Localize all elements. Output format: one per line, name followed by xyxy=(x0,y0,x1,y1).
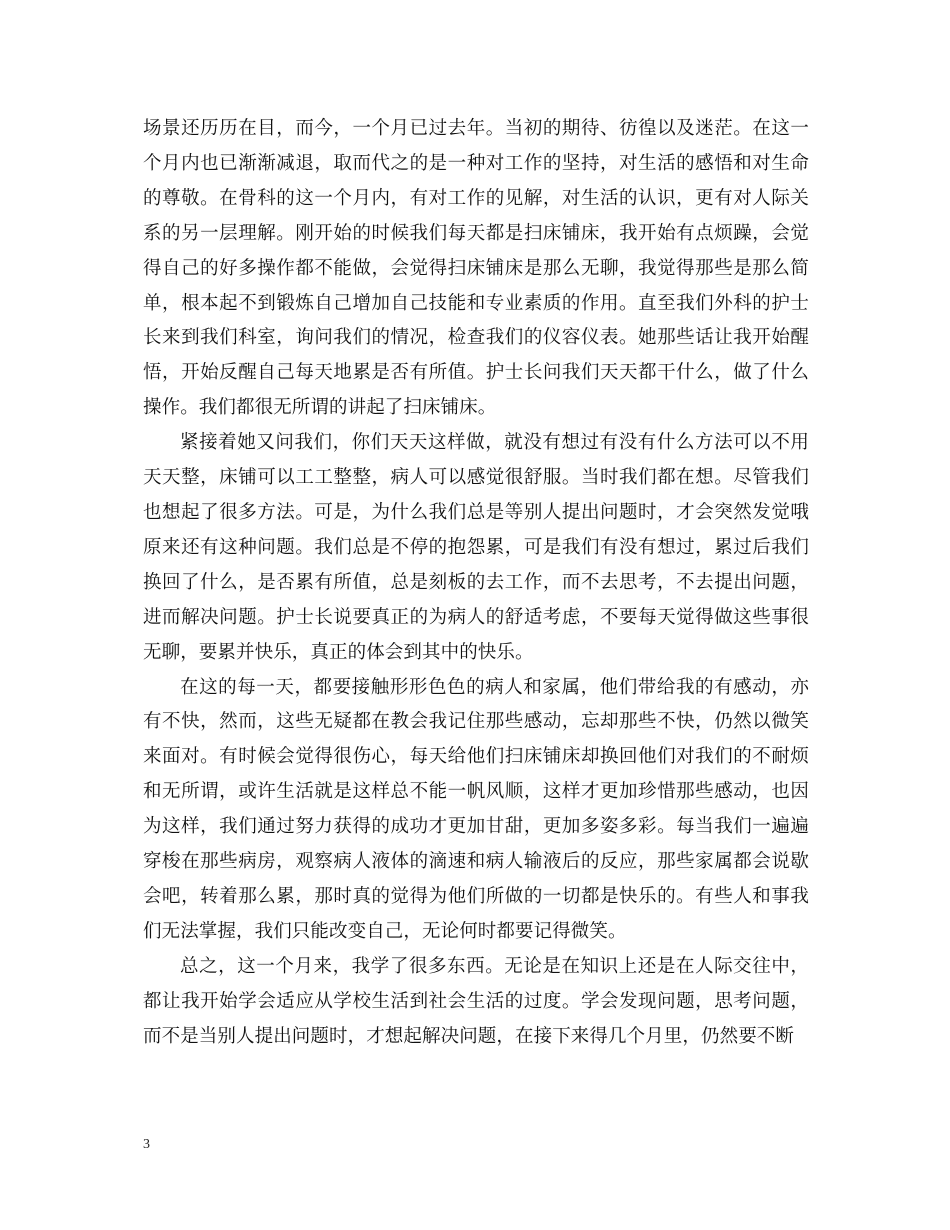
paragraph-1: 场景还历历在目，而今，一个月已过去年。当初的期待、彷徨以及迷茫。在这一个月内也已渐渐减退，取而代之的是一种对工作的坚持，对生活的感悟和对生命的尊敬。在骨科的这一个月内，有对工作的见解，对生活的认识，更有对人际关系的另一层理解。刚开始的时候我们每天都是扫床铺床，我开始有点烦躁，会觉得自己的好多操作都不能做，会觉得扫床铺床是那么无聊，我觉得那些是那么简单，根本起不到锻炼自己增加自己技能和专业素质的作用。直至我们外科的护士长来到我们科室，询问我们的情况，检查我们的仪容仪表。她那些话让我开始醒悟，开始反醒自己每天地累是否有所值。护士长问我们天天都干什么，做了什么操作。我们都很无所谓的讲起了扫床铺床。 xyxy=(143,118,809,419)
body-text xyxy=(143,112,809,1054)
paragraph-3: 在这的每一天，都要接触形形色色的病人和家属，他们带给我的有感动，亦有不快，然而，这些无疑都在教会我记住那些感动，忘却那些不快，仍然以微笑来面对。有时候会觉得很伤心，每天给他们扫床铺床却换回他们对我们的不耐烦和无所谓，或许生活就是这样总不能一帆风顺，这样才更加珍惜那些感动，也因为这样，我们通过努力获得的成功才更加甘甜，更加多姿多彩。每当我们一遍遍穿梭在那些病房，观察病人液体的滴速和病人输液后的反应，那些家属都会说歇会吧，转着那么累，那时真的觉得为他们所做的一切都是快乐的。有些人和事我们无法掌握，我们只能改变自己，无论何时都要记得微笑。 xyxy=(143,676,809,942)
paragraph-4: 总之，这一个月来，我学了很多东西。无论是在知识上还是在人际交往中，都让我开始学会适应从学校生活到社会生活的过度。学会发现问题，思考问题，而不是当别人提出问题时，才想起解决问题，在接下来得几个月里，仍然要不断 xyxy=(143,955,809,1047)
page-number: 3 xyxy=(143,1137,150,1152)
paragraph-2: 紧接着她又问我们，你们天天这样做，就没有想过有没有什么方法可以不用天天整，床铺可以工工整整，病人可以感觉很舒服。当时我们都在想。尽管我们也想起了很多方法。可是，为什么我们总是等别人提出问题时，才会突然发觉哦原来还有这种问题。我们总是不停的抱怨累，可是我们有没有想过，累过后我们换回了什么，是否累有所值，总是刻板的去工作，而不去思考，不去提出问题，进而解决问题。护士长说要真正的为病人的舒适考虑，不要每天觉得做这些事很无聊，要累并快乐，真正的体会到其中的快乐。 xyxy=(143,432,809,663)
